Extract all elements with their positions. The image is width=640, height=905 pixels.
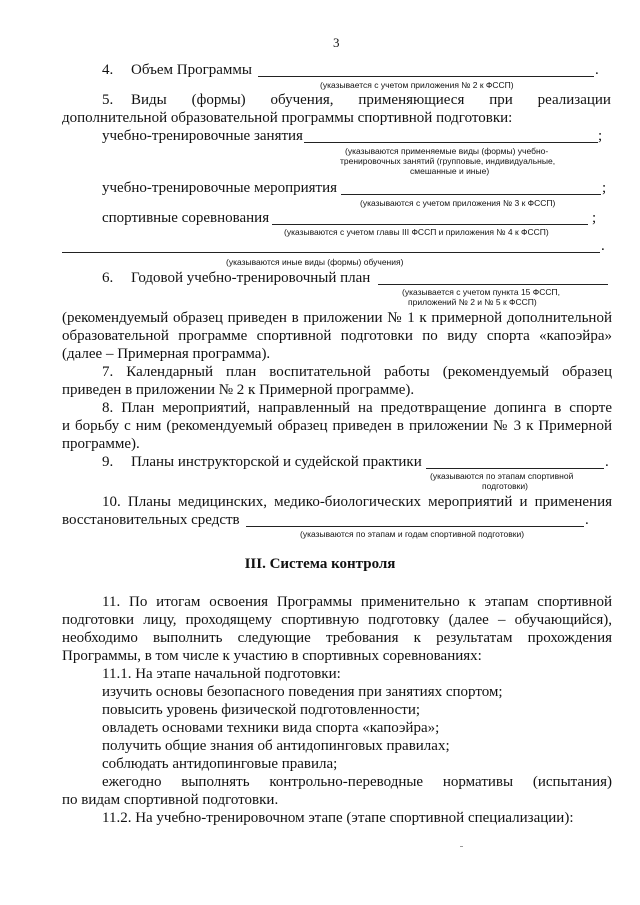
item-10-note: (указываются по этапам и годам спортивной подготовки) xyxy=(300,529,525,539)
item-9-note-2: подготовки) xyxy=(482,481,528,491)
list-item-last-line-1: ежегодно выполнять контрольно-переводные нормативы (испытания) xyxy=(102,774,612,790)
training-sessions-fill-line xyxy=(304,142,598,143)
item-9-label: Планы инструкторской и судейской практики xyxy=(131,454,422,470)
training-events-note: (указываются с учетом приложения № 3 к ФССП) xyxy=(360,198,556,208)
item-5-word: при xyxy=(489,92,513,108)
para-11-line-1: 11. По итогам освоения Программы применительно к этапам спортивной xyxy=(102,594,612,610)
page-number: 3 xyxy=(333,35,340,50)
item-6-line-3: образовательной программе спортивной подготовки по виду спорта «капоэйра» xyxy=(62,328,612,344)
training-events-label: учебно-тренировочные мероприятия xyxy=(102,180,338,196)
competitions-note: (указываются с учетом главы III ФССП и приложения № 4 к ФССП) xyxy=(284,227,549,237)
item-5-word: (формы) xyxy=(191,92,246,108)
training-sessions-label: учебно-тренировочные занятия xyxy=(102,128,303,144)
section-heading: III. Система контроля xyxy=(244,556,396,572)
para-11-line-3: необходимо выполнить следующие требования к результатам прохождения xyxy=(62,630,612,646)
para-11-2: 11.2. На учебно-тренировочном этапе (этапе спортивной специализации): xyxy=(102,810,574,826)
training-events-end: ; xyxy=(602,180,607,196)
item-4-number: 4. xyxy=(102,62,114,78)
item-4-note: (указывается с учетом приложения № 2 к ФССП) xyxy=(320,80,514,90)
item-10-line-1: 10. Планы медицинских, медико-биологических мероприятий и применения xyxy=(102,494,612,510)
item-9-end: . xyxy=(605,454,609,470)
item-9-fill-line xyxy=(426,468,604,469)
item-9-number: 9. xyxy=(102,454,114,470)
item-6-line-4: (далее – Примерная программа). xyxy=(62,346,271,362)
training-sessions-note-2: тренировочных занятий (групповые, индивидуальные, xyxy=(340,156,556,166)
training-sessions-note-3: смешанные и иные) xyxy=(410,166,490,176)
item-4-end: . xyxy=(595,62,599,78)
competitions-label: спортивные соревнования xyxy=(102,210,270,226)
list-item: получить общие знания об антидопинговых правилах; xyxy=(102,738,450,754)
competitions-end: ; xyxy=(592,210,597,226)
list-item: повысить уровень физической подготовленности; xyxy=(102,702,421,718)
item-6-label: Годовой учебно-тренировочный план xyxy=(131,270,371,286)
training-events-fill-line xyxy=(341,194,601,195)
item-5-line-1 xyxy=(131,92,611,109)
list-item-last-line-2: по видам спортивной подготовки. xyxy=(62,792,279,808)
item-9-note-1: (указываются по этапам спортивной xyxy=(430,471,574,481)
list-item: соблюдать антидопинговые правила; xyxy=(102,756,338,772)
para-11-line-2: подготовки лицу, проходящему спортивную подготовку (далее – обучающийся), xyxy=(62,612,612,628)
item-5-word: обучения, xyxy=(270,92,334,108)
item-7-line-2: приведен в приложении № 2 к Примерной программе). xyxy=(62,382,415,398)
item-6-number: 6. xyxy=(102,270,114,286)
para-11-line-4: Программы, в том числе к участию в спортивных соревнованиях: xyxy=(62,648,482,664)
item-5-word: реализации xyxy=(537,92,611,108)
training-sessions-end: ; xyxy=(598,128,603,144)
item-6-fill-line xyxy=(378,284,608,285)
item-5-word: применяющиеся xyxy=(358,92,465,108)
other-forms-fill-line xyxy=(62,252,600,253)
other-forms-note: (указываются иные виды (формы) обучения) xyxy=(226,257,404,267)
item-7-line-1: 7. Календарный план воспитательной работы (рекомендуемый образец xyxy=(102,364,612,380)
item-10-end: . xyxy=(585,512,589,528)
item-8-line-2: и борьбу с ним (рекомендуемый образец приведен в приложении № 3 к Примерной xyxy=(62,418,612,434)
item-6-note-2: приложений № 2 и № 5 к ФССП) xyxy=(408,297,537,307)
item-5-word: Виды xyxy=(131,92,167,108)
item-5-line-2: дополнительной образовательной программы спортивной подготовки: xyxy=(62,110,513,126)
item-10-label: восстановительных средств xyxy=(62,512,240,528)
item-4-fill-line xyxy=(258,76,594,77)
competitions-fill-line xyxy=(272,224,588,225)
item-8-line-3: программе). xyxy=(62,436,140,452)
item-6-note-1: (указывается с учетом пункта 15 ФССП, xyxy=(402,287,560,297)
list-item: изучить основы безопасного поведения при занятиях спортом; xyxy=(102,684,503,700)
item-10-fill-line xyxy=(246,526,584,527)
item-5-number: 5. xyxy=(102,92,114,108)
training-sessions-note-1: (указываются применяемые виды (формы) учебно- xyxy=(345,146,549,156)
list-item: овладеть основами техники вида спорта «капоэйра»; xyxy=(102,720,440,736)
other-forms-end: . xyxy=(601,238,605,254)
item-6-line-2: (рекомендуемый образец приведен в приложении № 1 к примерной дополнительной xyxy=(62,310,612,326)
scan-speck xyxy=(460,846,463,847)
para-11-1: 11.1. На этапе начальной подготовки: xyxy=(102,666,341,682)
item-4-label: Объем Программы xyxy=(131,62,252,78)
item-8-line-1: 8. План мероприятий, направленный на предотвращение допинга в спорте xyxy=(102,400,612,416)
